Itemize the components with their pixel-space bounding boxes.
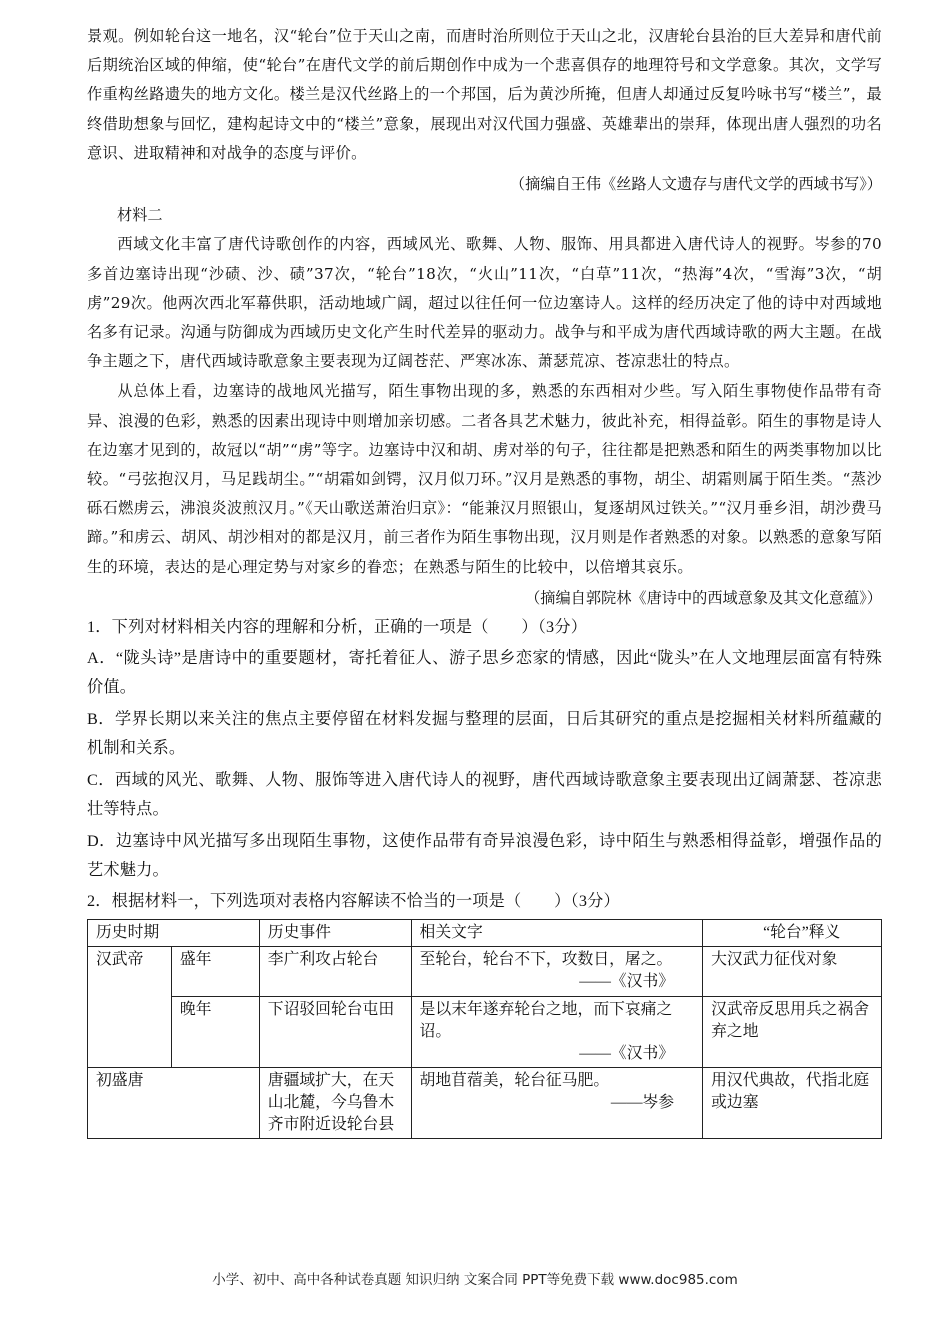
header-period: 历史时期 — [88, 920, 260, 947]
cell-text — [411, 947, 703, 997]
question1-option-a: A．“陇头诗”是唐诗中的重要题材，寄托着征人、游子思乡恋家的情感，因此“陇头”在人文地理层面富有特殊价值。 — [87, 648, 882, 697]
cell-meaning: 用汉代典故，代指北庭或边塞 — [703, 1068, 882, 1139]
table-row — [88, 997, 882, 1068]
question1-option-b: B．学界长期以来关注的焦点主要停留在材料发掘与整理的层面，日后其研究的重点是挖掘相关材料所蕴藏的机制和关系。 — [87, 709, 882, 758]
material1-paragraph: 景观。例如轮台这一地名，汉“轮台”位于天山之南，而唐时治所则位于天山之北，汉唐轮台县治的巨大差异和唐代前后期统治区域的伸缩，使“轮台”在唐代文学的前后期创作中成为一个悲喜俱存的地理符号和文学意象。其次，文学写作重构丝路遗失的地方文化。楼兰是汉代丝路上的一个邦国，后为黄沙所掩，但唐人却通过反复吟咏书写“楼兰”，最终借助想象与回忆，建构起诗文中的“楼兰”意象，展现出对汉代国力强盛、英雄辈出的崇拜，体现出唐人强烈的功名意识、进取精神和对战争的态度与评价。 — [87, 27, 882, 162]
cell-event: 唐疆域扩大，在天山北麓，今乌鲁木齐市附近设轮台县 — [259, 1068, 411, 1139]
cell-period: 汉武帝 — [88, 947, 172, 1068]
quote-citation: ——《汉书》 — [579, 973, 675, 991]
cell-text — [411, 1068, 703, 1139]
quote-text: 至轮台，轮台不下，攻数日，屠之。 — [419, 951, 673, 969]
material2-label: 材料二 — [117, 206, 163, 225]
header-text: 相关文字 — [411, 920, 703, 947]
quote-citation: ——《汉书》 — [579, 1045, 675, 1063]
material2-paragraph-1: 西域文化丰富了唐代诗歌创作的内容，西域风光、歌舞、人物、服饰、用具都进入唐代诗人的视野。岑参的70多首边塞诗出现“沙碛、沙、碛”37次，“轮台”18次，“火山”11次，“白草”11次，“热海”4次，“雪海”3次，“胡虏”29次。他两次西北军幕供职，活动地域广阔，超过以往任何一位边塞诗人。这样的经历决定了他的诗中对西域地名多有记录。沟通与防御成为西域历史文化产生时代差异的驱动力。战争与和平成为唐代西域诗歌的两大主题。在战争主题之下，唐代西域诗歌意象主要表现为辽阔苍茫、严寒冰冻、萧瑟荒凉、苍凉悲壮的特点。 — [87, 235, 882, 371]
cell-period: 初盛唐 — [88, 1068, 260, 1139]
header-event: 历史事件 — [259, 920, 411, 947]
material1-source: （摘编自王伟《丝路人文遗存与唐代文学的西域书写》） — [509, 175, 882, 194]
cell-meaning: 大汉武力征伐对象 — [703, 947, 882, 997]
cell-meaning: 汉武帝反思用兵之祸舍弃之地 — [703, 997, 882, 1068]
header-meaning: “轮台”释义 — [703, 920, 882, 947]
material2-paragraph-2: 从总体上看，边塞诗的战地风光描写，陌生事物出现的多，熟悉的东西相对少些。写入陌生事物使作品带有奇异、浪漫的色彩，熟悉的因素出现诗中则增加亲切感。二者各具艺术魅力，彼此补充，相得益彰。陌生的事物是诗人在边塞才见到的，故冠以“胡”“虏”等字。边塞诗中汉和胡、虏对举的句子，往往都是把熟悉和陌生的两类事物加以比较。“弓弦抱汉月，马足践胡尘。”“胡霜如剑锷，汉月似刀环。”汉月是熟悉的事物，胡尘、胡霜则属于陌生类。“蒸沙砾石燃虏云，沸浪炎波煎汉月。”《天山歌送萧治归京》：“能兼汉月照银山，复逐胡风过铁关。”“汉月垂乡泪，胡沙费马蹄。”和虏云、胡风、胡沙相对的都是汉月，前三者作为陌生事物出现，汉月则是作者熟悉的对象。以熟悉的意象写陌生的环境，表达的是心理定势与对家乡的眷恋；在熟悉与陌生的比较中，以倍增其哀乐。 — [87, 382, 882, 576]
table-row — [88, 947, 882, 997]
table-header-row — [88, 920, 882, 947]
material2-source: （摘编自郭院林《唐诗中的西域意象及其文化意蕴》） — [525, 588, 882, 607]
cell-sub-period: 盛年 — [171, 947, 259, 997]
table-row — [88, 1068, 882, 1139]
page-footer: 小学、初中、高中各种试卷真题 知识归纳 文案合同 PPT等免费下载 www.doc985.com — [212, 1272, 738, 1288]
question1-option-d: D．边塞诗中风光描写多出现陌生事物，这使作品带有奇异浪漫色彩，诗中陌生与熟悉相得益彰，增强作品的艺术魅力。 — [87, 831, 882, 880]
question2-stem: 2．根据材料一，下列选项对表格内容解读不恰当的一项是（ ）（3分） — [87, 891, 620, 910]
quote-text: 是以末年遂弃轮台之地，而下哀痛之诏。 — [419, 1001, 673, 1041]
question1-option-c: C．西域的风光、歌舞、人物、服饰等进入唐代诗人的视野，唐代西域诗歌意象主要表现出辽阔萧瑟、苍凉悲壮等特点。 — [87, 770, 882, 819]
cell-sub-period: 晚年 — [171, 997, 259, 1068]
exam-page — [87, 22, 882, 1139]
history-table — [87, 919, 882, 1139]
cell-text — [411, 997, 703, 1068]
quote-text: 胡地苜蓿美，轮台征马肥。 — [419, 1072, 610, 1090]
quote-citation: ——岑参 — [610, 1094, 675, 1112]
cell-event: 下诏驳回轮台屯田 — [259, 997, 411, 1068]
cell-event: 李广利攻占轮台 — [259, 947, 411, 997]
question1-stem: 1．下列对材料相关内容的理解和分析，正确的一项是（ ）（3分） — [87, 618, 588, 637]
